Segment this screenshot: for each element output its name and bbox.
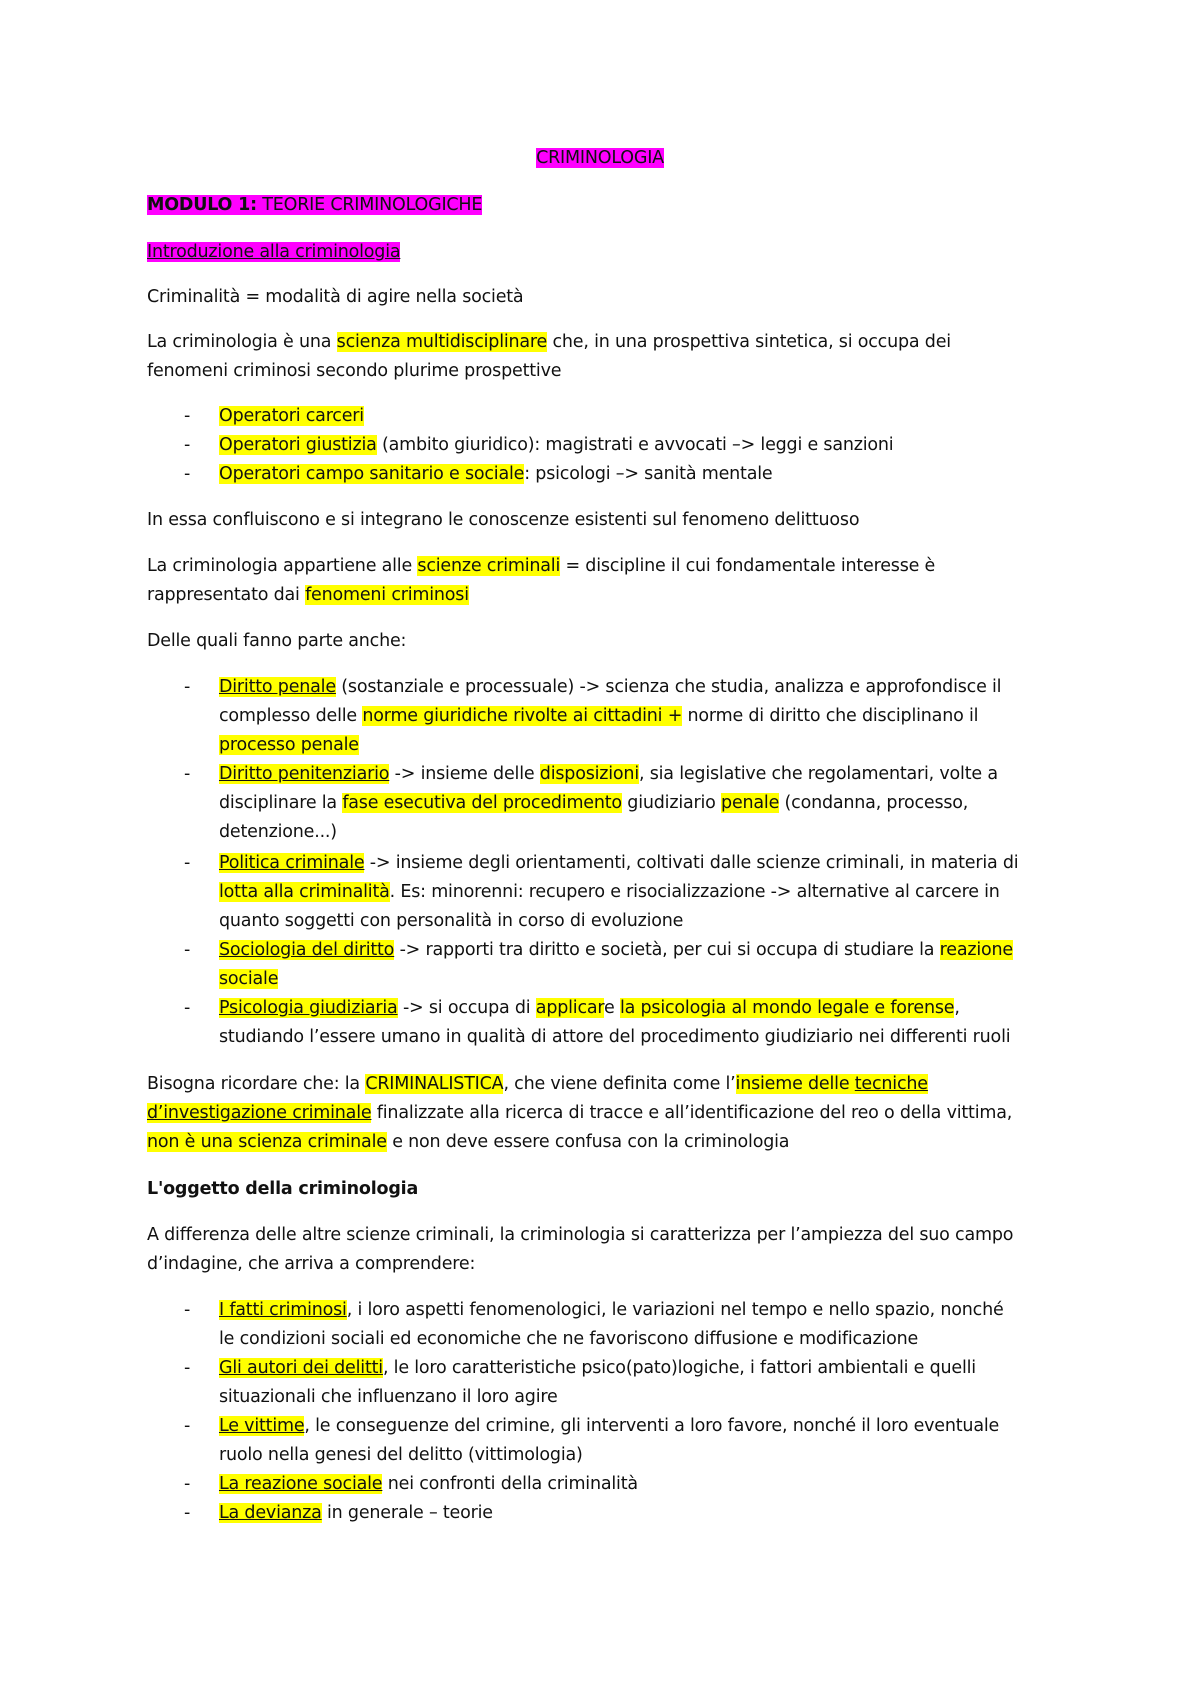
highlighted-text: La devianza: [219, 1503, 322, 1523]
text-run: ruolo nella genesi del delitto (vittimologia): [219, 1445, 583, 1465]
highlighted-text: reazione: [939, 940, 1013, 960]
highlighted-text: la psicologia al mondo legale e forense: [619, 998, 955, 1018]
text-run: (condanna, processo,: [779, 793, 969, 813]
list-item-text: [219, 404, 364, 429]
list-item-text: [219, 1356, 976, 1381]
list-item-continuation: [219, 880, 1000, 905]
highlighted-text: non è una scienza criminale: [147, 1132, 387, 1152]
list-item-continuation: [219, 733, 359, 758]
paragraph-confluiscono: [147, 508, 859, 533]
text-run: La criminologia è una: [147, 332, 337, 352]
text-run: : psicologi –> sanità mentale: [524, 464, 773, 484]
text-run: in generale – teorie: [321, 1503, 493, 1523]
highlighted-text: Politica criminale: [219, 853, 365, 873]
list-item-text: [219, 851, 1018, 876]
text-run: quanto soggetti con personalità in corso di evoluzione: [219, 911, 684, 931]
text-run: Criminalità = modalità di agire nella società: [147, 287, 524, 307]
highlighted-text: penale: [721, 793, 780, 813]
text-run: detenzione...): [219, 822, 337, 842]
text-run: studiando l’essere umano in qualità di attore del procedimento giudiziario nei differenti ruoli: [219, 1027, 1011, 1047]
highlighted-text: Gli autori dei delitti: [219, 1358, 383, 1378]
text-run: giudiziario: [621, 793, 722, 813]
highlighted-text: Introduzione alla criminologia: [147, 242, 401, 262]
highlighted-text: Diritto penale: [219, 677, 336, 697]
list-item-continuation: [219, 704, 978, 729]
list-dash: -: [184, 406, 191, 426]
highlighted-text: Sociologia del diritto: [219, 940, 395, 960]
list-dash: -: [184, 1474, 191, 1494]
text-run: -> si occupa di: [397, 998, 536, 1018]
highlighted-text: MODULO 1:: [147, 195, 257, 215]
document-title: [0, 146, 1200, 171]
text-run: -> insieme degli orientamenti, coltivati dalle scienze criminali, in materia di: [364, 853, 1019, 873]
text-run: ,: [954, 998, 960, 1018]
text-run: nei confronti della criminalità: [382, 1474, 638, 1494]
section-heading-oggetto: [147, 1177, 418, 1202]
list-item-text: [219, 1501, 493, 1526]
highlighted-text: La reazione sociale: [219, 1474, 383, 1494]
paragraph-scienze-criminali-line-1: [147, 554, 935, 579]
list-dash: -: [184, 1358, 191, 1378]
text-run: , le loro caratteristiche psico(pato)logiche, i fattori ambientali e quelli: [382, 1358, 976, 1378]
paragraph-scienze-criminali-line-2: [147, 583, 469, 608]
highlighted-text: d’investigazione criminale: [147, 1103, 372, 1123]
text-run: , sia legislative che regolamentari, volte a: [639, 764, 998, 784]
highlighted-text: disposizioni: [539, 764, 639, 784]
list-dash: -: [184, 853, 191, 873]
text-run: , i loro aspetti fenomenologici, le variazioni nel tempo e nello spazio, nonché: [346, 1300, 1004, 1320]
text-run: finalizzate alla ricerca di tracce e all’identificazione del reo o della vittima,: [371, 1103, 1013, 1123]
paragraph-criminalistica-line-1: [147, 1072, 928, 1097]
highlighted-text: processo penale: [219, 735, 359, 755]
list-item-continuation: [219, 791, 968, 816]
list-dash: -: [184, 1503, 191, 1523]
list-item-text: [219, 675, 1001, 700]
text-run: -> rapporti tra diritto e società, per cui si occupa di studiare la: [394, 940, 940, 960]
text-run: L'oggetto della criminologia: [147, 1179, 419, 1199]
paragraph-definizione-line-1: [147, 330, 951, 355]
text-run: norme di diritto che disciplinano il: [682, 706, 979, 726]
text-run: A differenza delle altre scienze criminali, la criminologia si caratterizza per l’ampiezza del suo campo: [147, 1225, 1014, 1245]
text-run: le condizioni sociali ed economiche che ne favoriscono diffusione e modificazione: [219, 1329, 919, 1349]
highlighted-text: Diritto penitenziario: [219, 764, 390, 784]
paragraph-delle-quali: [147, 629, 406, 654]
highlighted-text: Operatori giustizia: [219, 435, 377, 455]
paragraph-definizione-line-2: [147, 359, 561, 384]
highlighted-text: sociale: [219, 969, 279, 989]
text-run: e non deve essere confusa con la criminologia: [386, 1132, 790, 1152]
list-dash: -: [184, 998, 191, 1018]
highlighted-text: CRIMINALISTICA: [365, 1074, 504, 1094]
text-run: Bisogna ricordare che: la: [147, 1074, 366, 1094]
list-dash: -: [184, 677, 191, 697]
text-run: = discipline il cui fondamentale interesse è: [560, 556, 936, 576]
text-run: e: [604, 998, 620, 1018]
text-run: (sostanziale e processuale) -> scienza che studia, analizza e approfondisce il: [335, 677, 1002, 697]
highlighted-text: tecniche: [854, 1074, 928, 1094]
module-heading: [147, 193, 482, 218]
text-run: situazionali che influenzano il loro agire: [219, 1387, 558, 1407]
title-text: CRIMINOLOGIA: [536, 148, 664, 168]
highlighted-text: Operatori campo sanitario e sociale: [219, 464, 525, 484]
list-item-continuation: [219, 1327, 918, 1352]
highlighted-text: scienze criminali: [417, 556, 561, 576]
list-item-continuation: [219, 820, 337, 845]
text-run: , le conseguenze del crimine, gli interventi a loro favore, nonché il loro eventuale: [304, 1416, 1000, 1436]
list-item-continuation: [219, 909, 683, 934]
highlighted-text: scienza multidisciplinare: [336, 332, 548, 352]
list-dash: -: [184, 1416, 191, 1436]
highlighted-text: TEORIE CRIMINOLOGICHE: [256, 195, 483, 215]
list-item-continuation: [219, 1443, 583, 1468]
text-run: -> insieme delle: [389, 764, 540, 784]
list-dash: -: [184, 464, 191, 484]
list-item-text: [219, 462, 772, 487]
text-run: In essa confluiscono e si integrano le conoscenze esistenti sul fenomeno delittuoso: [147, 510, 860, 530]
paragraph-criminalistica-line-2: [147, 1101, 1012, 1126]
highlighted-text: insieme delle: [735, 1074, 855, 1094]
paragraph-criminalistica-line-3: [147, 1130, 789, 1155]
list-dash: -: [184, 764, 191, 784]
highlighted-text: lotta alla criminalità: [219, 882, 390, 902]
text-run: rappresentato dai: [147, 585, 306, 605]
list-item-continuation: [219, 1025, 1010, 1050]
text-run: che, in una prospettiva sintetica, si occupa dei: [547, 332, 951, 352]
paragraph-ampiezza-line-1: [147, 1223, 1013, 1248]
list-item-continuation: [219, 1385, 558, 1410]
highlighted-text: norme giuridiche rivolte ai cittadini +: [362, 706, 683, 726]
list-dash: -: [184, 940, 191, 960]
text-run: complesso delle: [219, 706, 363, 726]
highlighted-text: fase esecutiva del procedimento: [342, 793, 622, 813]
paragraph-ampiezza-line-2: [147, 1252, 475, 1277]
list-item-text: [219, 762, 998, 787]
highlighted-text: Le vittime: [219, 1416, 305, 1436]
highlighted-text: I fatti criminosi: [219, 1300, 347, 1320]
text-run: fenomeni criminosi secondo plurime prospettive: [147, 361, 562, 381]
highlighted-text: Operatori carceri: [219, 406, 364, 426]
list-item-text: [219, 938, 1013, 963]
text-run: (ambito giuridico): magistrati e avvocati –> leggi e sanzioni: [376, 435, 894, 455]
text-run: disciplinare la: [219, 793, 343, 813]
list-item-text: [219, 996, 960, 1021]
list-item-text: [219, 1298, 1004, 1323]
highlighted-text: applicar: [535, 998, 605, 1018]
section-heading-introduzione: [147, 240, 400, 265]
list-item-text: [219, 433, 893, 458]
text-run: . Es: minorenni: recupero e risocializzazione -> alternative al carcere in: [389, 882, 1000, 902]
text-run: Delle quali fanno parte anche:: [147, 631, 407, 651]
list-item-text: [219, 1414, 999, 1439]
highlighted-text: fenomeni criminosi: [305, 585, 469, 605]
text-run: d’indagine, che arriva a comprendere:: [147, 1254, 476, 1274]
highlighted-text: Psicologia giudiziaria: [219, 998, 398, 1018]
list-dash: -: [184, 435, 191, 455]
text-run: La criminologia appartiene alle: [147, 556, 418, 576]
text-run: , che viene definita come l’: [503, 1074, 736, 1094]
list-dash: -: [184, 1300, 191, 1320]
paragraph-criminalita: [147, 285, 523, 310]
list-item-continuation: [219, 967, 278, 992]
list-item-text: [219, 1472, 638, 1497]
